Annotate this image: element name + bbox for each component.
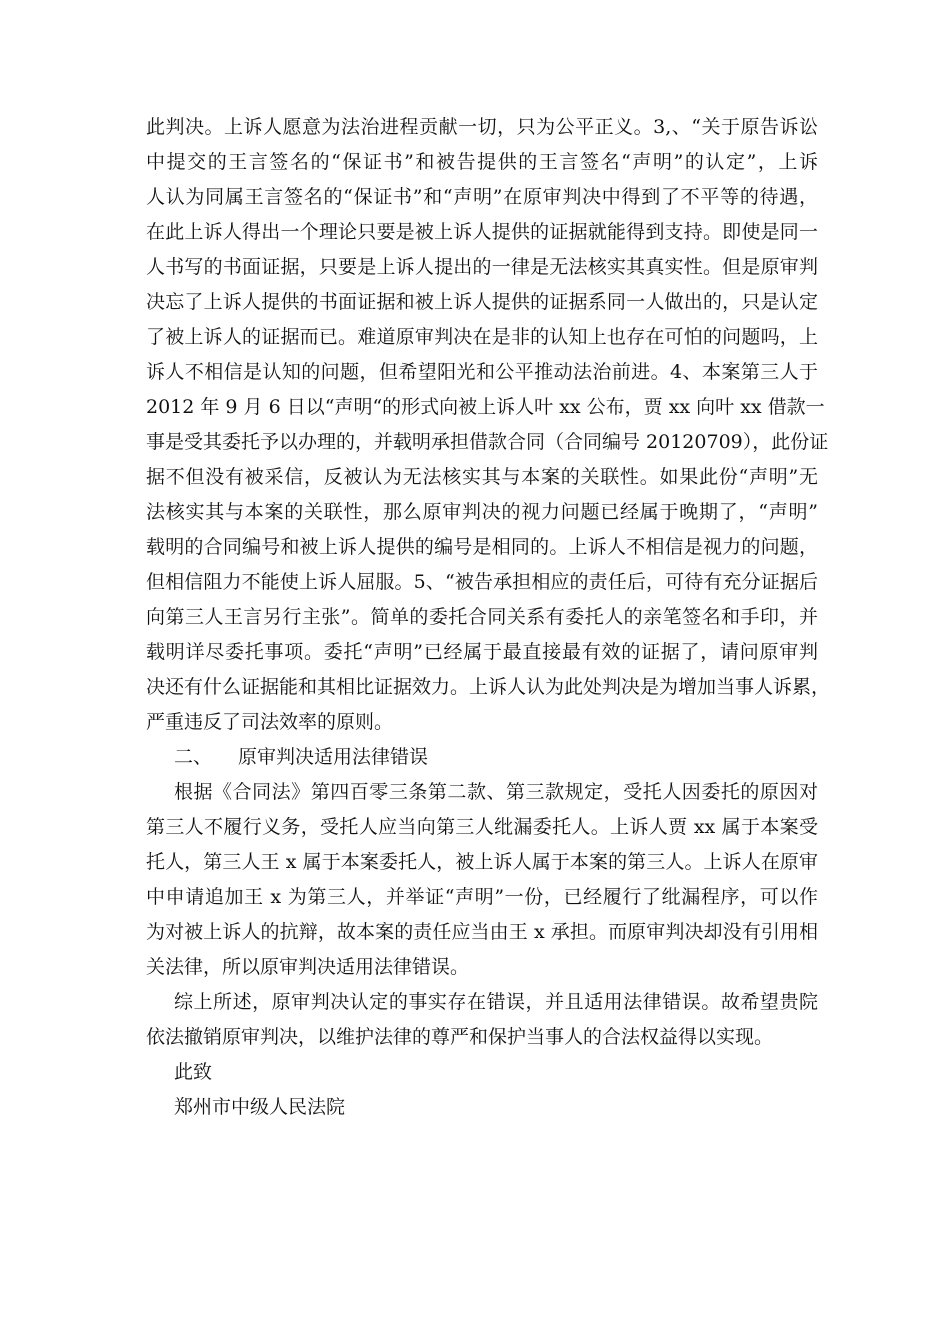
section-title: 原审判决适用法律错误: [238, 746, 429, 768]
paragraph-3: [146, 985, 818, 1055]
text-line: 决忘了上诉人提供的书面证据和被上诉人提供的证据系同一人做出的，只是认定: [146, 291, 818, 313]
text-line: 载明的合同编号和被上诉人提供的编号是相同的。上诉人不相信是视力的问题，: [146, 536, 818, 558]
text-line: 中申请追加王 x 为第三人，并举证“声明”一份，已经履行了纰漏程序，可以作: [146, 886, 818, 908]
text-line: 但相信阻力不能使上诉人屈服。5、“被告承担相应的责任后，可待有充分证据后: [146, 571, 818, 593]
text-line: 2012 年 9 月 6 日以“声明“的形式向被上诉人叶 xx 公布，贾 xx 向叶 xx 借款一: [146, 396, 825, 418]
text-line: 此判决。上诉人愿意为法治进程贡献一切，只为公平正义。3,、“关于原告诉讼: [146, 116, 818, 138]
paragraph-2: [146, 775, 818, 985]
paragraph-1: [146, 110, 831, 740]
text-line: 第三人不履行义务，受托人应当向第三人纰漏委托人。上诉人贾 xx 属于本案受: [146, 816, 818, 838]
text-line: 人书写的书面证据，只要是上诉人提出的一律是无法核实其真实性。但是原审判: [146, 256, 818, 278]
text-line: 托人，第三人王 x 属于本案委托人，被上诉人属于本案的第三人。上诉人在原审: [146, 851, 818, 873]
text-line: 为对被上诉人的抗辩，故本案的责任应当由王 x 承担。而原审判决却没有引用相: [146, 921, 818, 943]
text-line: 诉人不相信是认知的问题，但希望阳光和公平推动法治前进。4、本案第三人于: [146, 361, 818, 383]
text-line: 了被上诉人的证据而已。难道原审判决在是非的认知上也存在可怕的问题吗，上: [146, 326, 818, 348]
text-line: 中提交的王言签名的“保证书”和被告提供的王言签名“声明”的认定”，上诉: [146, 151, 818, 173]
text-line: 依法撤销原审判决，以维护法律的尊严和保护当事人的合法权益得以实现。: [146, 1026, 774, 1048]
text-line: 向第三人王言另行主张”。简单的委托合同关系有委托人的亲笔签名和手印，并: [146, 606, 818, 628]
text-line: 根据《合同法》第四百零三条第二款、第三款规定，受托人因委托的原因对: [174, 781, 818, 803]
text-line: 载明详尽委托事项。委托“声明”已经属于最直接最有效的证据了，请问原审判: [146, 641, 818, 663]
text-line: 在此上诉人得出一个理论只要是被上诉人提供的证据就能得到支持。即使是同一: [146, 221, 818, 243]
text-line: 严重违反了司法效率的原则。: [146, 711, 394, 733]
text-line: 法核实其与本案的关联性，那么原审判决的视力问题已经属于晚期了，“声明”: [146, 501, 818, 523]
text-line: 综上所述，原审判决认定的事实存在错误，并且适用法律错误。故希望贵院: [174, 991, 818, 1013]
text-line: 决还有什么证据能和其相比证据效力。上诉人认为此处判决是为增加当事人诉累，: [146, 676, 831, 698]
closing-salutation: 此致: [174, 1061, 213, 1083]
text-line: 事是受其委托予以办理的，并载明承担借款合同（合同编号 20120709），此份证: [146, 431, 829, 453]
section-number: 二、: [174, 746, 213, 768]
closing-addressee: 郑州市中级人民法院: [174, 1096, 346, 1118]
section-heading: [146, 740, 818, 775]
text-line: 据不但没有被采信，反被认为无法核实其与本案的关联性。如果此份“声明”无: [146, 466, 818, 488]
text-line: 人认为同属王言签名的“保证书”和“声明”在原审判决中得到了不平等的待遇，: [146, 186, 818, 208]
text-line: 关法律，所以原审判决适用法律错误。: [146, 956, 470, 978]
document-body: [146, 110, 831, 1125]
